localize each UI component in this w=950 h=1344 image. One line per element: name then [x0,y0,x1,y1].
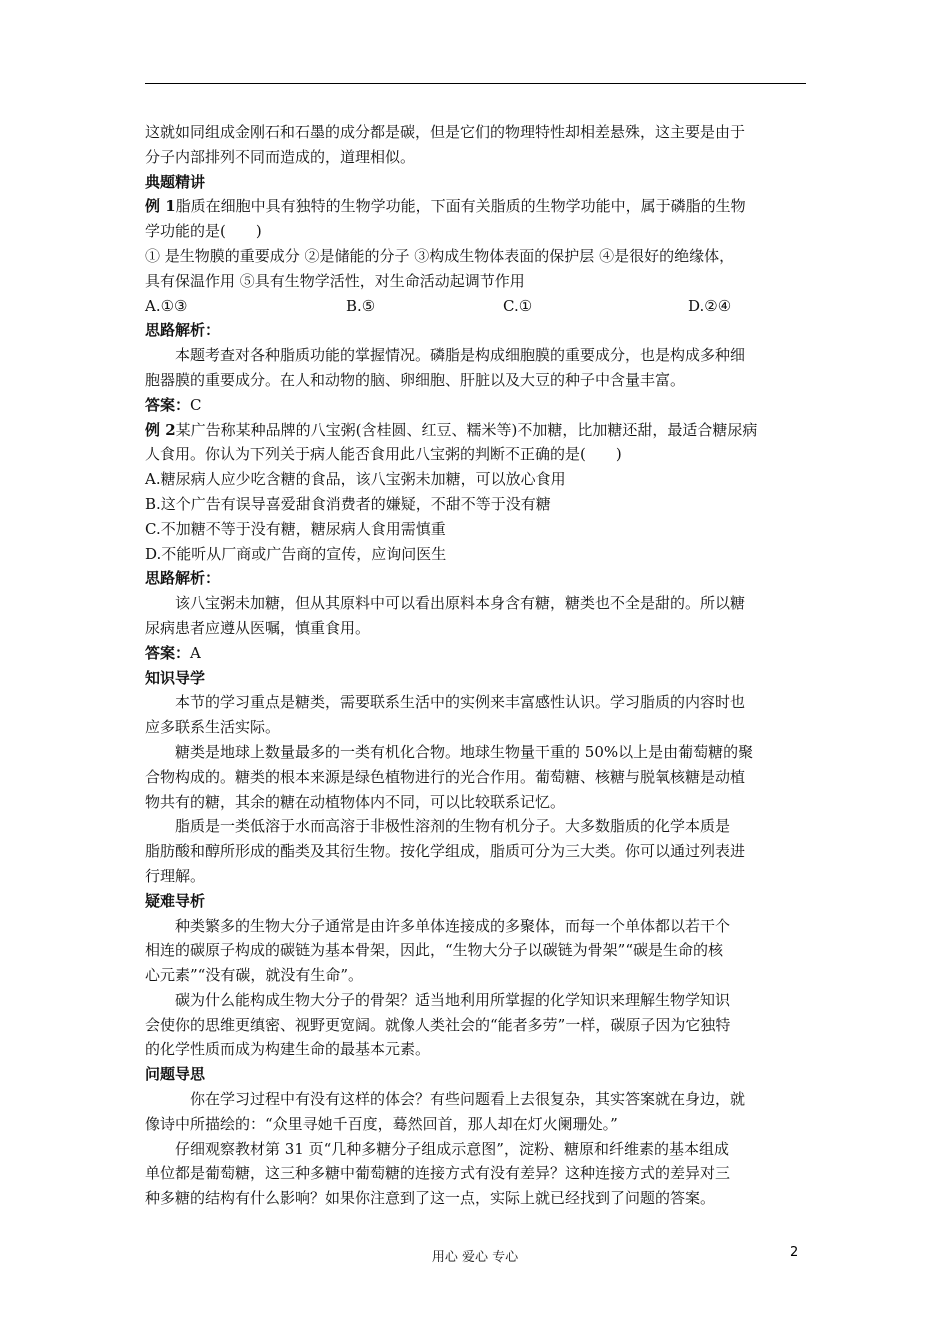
answer-value: C [190,395,202,414]
choice-b: B.这个广告有误导喜爱甜食消费者的嫌疑，不甜不等于没有糖 [145,494,551,513]
options-row [145,294,806,319]
section-heading: 典题精讲 [145,172,206,191]
para-line: 本题考查对各种脂质功能的掌握情况。磷脂是构成细胞膜的重要成分，也是构成多种细 [175,346,746,365]
answer-line [145,641,806,666]
section-heading: 疑难导析 [145,891,206,910]
option-a: A.①③ [145,296,188,315]
para-line: 碳为什么能构成生物大分子的骨架？适当地利用所掌握的化学知识来理解生物学知识 [175,990,731,1009]
para-line: 这就如同组成金刚石和石墨的成分都是碳，但是它们的物理特性却相差悬殊，这主要是由于 [145,123,746,141]
para-line: 种类繁多的生物大分子通常是由许多单体连接成的多聚体，而每一个单体都以若干个 [175,916,731,935]
para-line: 应多联系生活实际。 [145,718,281,737]
choice-d: D.不能听从厂商或广告商的宣传，应询问医生 [145,544,447,563]
para-line: 仔细观察教材第 31 页“几种多糖分子组成示意图”，淀粉、糖原和纤维素的基本组成 [175,1139,729,1158]
para-line: 该八宝粥未加糖，但从其原料中可以看出原料本身含有糖，糖类也不全是甜的。所以糖 [175,594,746,613]
section-heading: 问题导思 [145,1065,206,1084]
analysis-label: 思路解析： [145,321,221,340]
choice-a: A.糖尿病人应少吃含糖的食品，该八宝粥未加糖，可以放心食用 [145,470,566,489]
para-line: 你在学习过程中有没有这样的体会？有些问题看上去很复杂，其实答案就在身边，就 [190,1090,746,1109]
answer-label: 答案： [145,395,191,414]
para-line: 胞器膜的重要成分。在人和动物的脑、卵细胞、肝脏以及大豆的种子中含量丰富。 [145,370,686,389]
para-line: 具有保温作用 ⑤具有生物学活性，对生命活动起调节作用 [145,271,525,290]
para-line: 的化学性质而成为构建生命的最基本元素。 [145,1040,431,1059]
answer-label: 答案： [145,643,191,662]
example-text: 脂质在细胞中具有独特的生物学功能，下面有关脂质的生物学功能中，属于磷脂的生物 [175,197,746,216]
para-line: 像诗中所描绘的：“众里寻她千百度，蓦然回首，那人却在灯火阑珊处。” [145,1114,618,1133]
para-line: ① 是生物膜的重要成分 ②是储能的分子 ③构成生物体表面的保护层 ④是很好的绝缘体， [145,246,735,265]
header-rule [145,83,806,84]
section-heading: 知识导学 [145,668,206,687]
analysis-label: 思路解析： [145,569,221,588]
example-label: 例 2 [145,420,176,439]
choice-c: C.不加糖不等于没有糖，糖尿病人食用需慎重 [145,519,446,538]
page-number: 2 [790,1245,799,1260]
para-line: 脂质是一类低溶于水而高溶于非极性溶剂的生物有机分子。大多数脂质的化学本质是 [175,817,731,836]
example-1-line [145,194,806,219]
page-footer: 用心 爱心 专心 [431,1250,519,1265]
para-line: 相连的碳原子构成的碳链为基本骨架，因此，“生物大分子以碳链为骨架”“碳是生命的核 [145,941,724,960]
para-line: 尿病患者应遵从医嘱，慎重食用。 [145,618,371,637]
answer-value: A [190,643,201,662]
para-line: 单位都是葡萄糖，这三种多糖中葡萄糖的连接方式有没有差异？这种连接方式的差异对三 [145,1164,731,1183]
para-line: 心元素”“没有碳，就没有生命”。 [145,966,364,985]
example-text: 某广告称某种品牌的八宝粥(含桂圆、红豆、糯米等)不加糖，比加糖还甜，最适合糖尿病 [175,420,758,439]
example-label: 例 1 [145,197,176,216]
para-line: 物共有的糖，其余的糖在动植物体内不同，可以比较联系记忆。 [145,792,566,811]
example-2-line [145,418,806,443]
para-line: 合物构成的。糖类的根本来源是绿色植物进行的光合作用。葡萄糖、核糖与脱氧核糖是动植 [145,767,746,786]
answer-line [145,393,806,418]
para-line: 会使你的思维更缜密、视野更宽阔。就像人类社会的“能者多劳”一样，碳原子因为它独特 [145,1015,731,1034]
para-line: 行理解。 [145,866,206,885]
option-b: B.⑤ [346,296,376,315]
option-c: C.① [503,296,533,315]
para-line: 人食用。你认为下列关于病人能否食用此八宝粥的判断不正确的是( ) [145,445,622,464]
page-body [145,120,806,1211]
para-line: 分子内部排列不同而造成的，道理相似。 [145,147,416,166]
para-line: 种多糖的结构有什么影响？如果你注意到了这一点，实际上就已经找到了问题的答案。 [145,1189,716,1208]
para-line: 本节的学习重点是糖类，需要联系生活中的实例来丰富感性认识。学习脂质的内容时也 [175,693,746,712]
para-line: 糖类是地球上数量最多的一类有机化合物。地球生物量干重的 50%以上是由葡萄糖的聚 [175,742,754,761]
para-line: 脂肪酸和醇所形成的酯类及其衍生物。按化学组成，脂质可分为三大类。你可以通过列表进 [145,842,746,861]
option-d: D.②④ [688,296,732,315]
para-line: 学功能的是( ) [145,222,262,241]
